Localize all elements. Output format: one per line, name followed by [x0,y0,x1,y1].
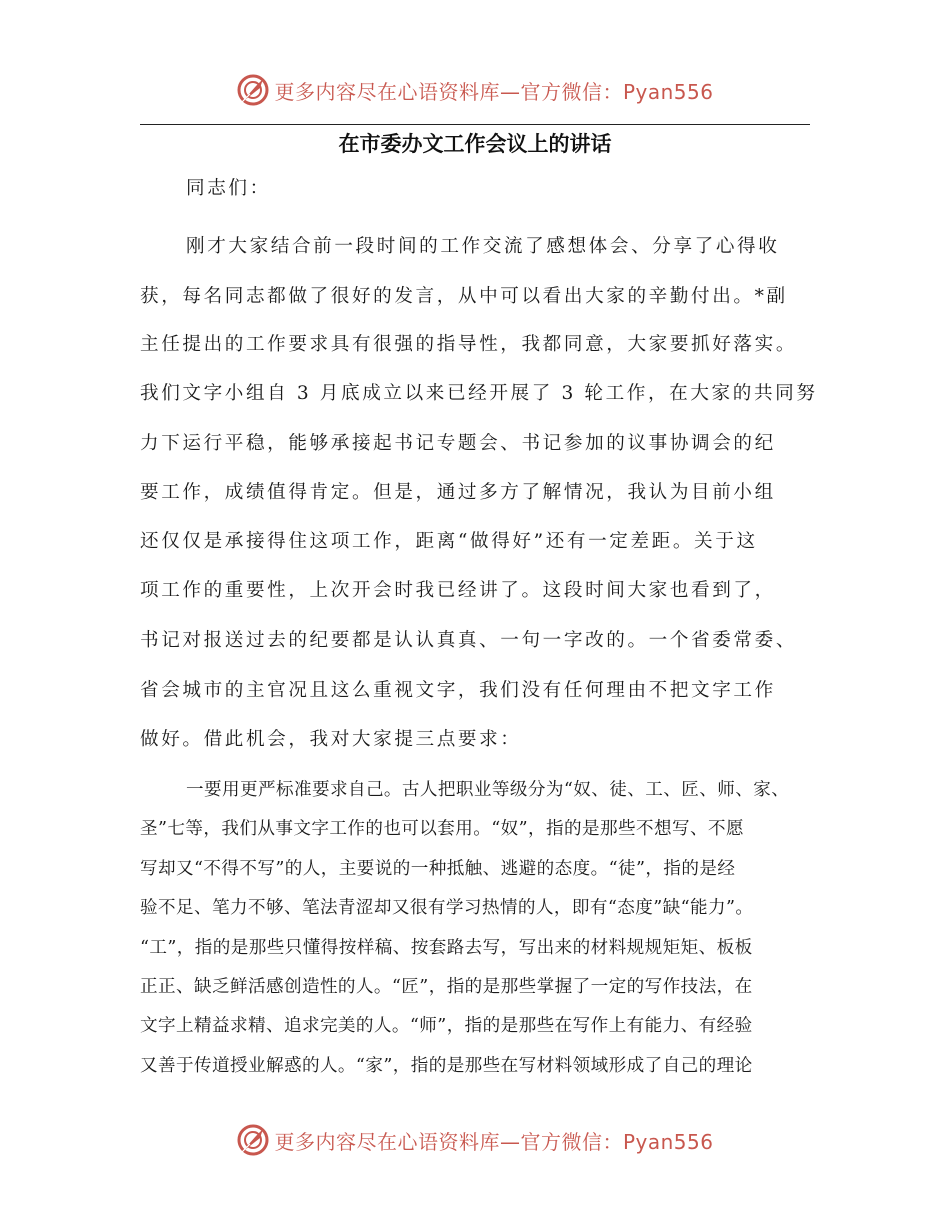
header-banner-text: 更多内容尽在心语资料库—官方微信：Pyan556 [274,79,714,104]
salutation-line: 同志们： [186,178,271,199]
text-line: 一要用更严标准要求自己。古人把职业等级分为“奴、徒、工、匠、师、家、 [186,780,790,800]
text-line: 做好。借此机会，我对大家提三点要求： [140,729,522,750]
text-line: 又善于传道授业解惑的人。“家”，指的是那些在写材料领域形成了自己的理论 [140,1056,753,1076]
text-line: 还仅仅是承接得住这项工作，距离“做得好”还有一定差距。关于这 [140,531,758,552]
text-line: 主任提出的工作要求具有很强的指导性，我都同意，大家要抓好落实。 [140,334,798,355]
text-line: 书记对报送过去的纪要都是认认真真、一句一字改的。一个省委常委、 [140,630,798,651]
text-line: 项工作的重要性，上次开会时我已经讲了。这段时间大家也看到了， [140,580,776,601]
footer-banner [0,1120,950,1160]
text-line: 省会城市的主官况且这么重视文字，我们没有任何理由不把文字工作 [140,680,776,701]
text-line: 刚才大家结合前一段时间的工作交流了感想体会、分享了心得收 [186,236,780,257]
footer-banner-text: 更多内容尽在心语资料库—官方微信：Pyan556 [274,1129,714,1154]
header-banner [0,70,950,110]
quill-emblem-icon [236,1123,270,1157]
text-line: 我们文字小组自 3 月底成立以来已经开展了 3 轮工作，在大家的共同努 [140,383,818,404]
quill-emblem-icon [236,73,270,107]
header-rule [140,124,810,125]
text-line: 正正、缺乏鲜活感创造性的人。“匠”，指的是那些掌握了一定的写作技法，在 [140,977,753,997]
text-line: 文字上精益求精、追求完美的人。“师”，指的是那些在写作上有能力、有经验 [140,1016,753,1036]
text-line: 圣”七等，我们从事文字工作的也可以套用。“奴”，指的是那些不想写、不愿 [140,819,744,839]
text-line: “工”，指的是那些只懂得按样稿、按套路去写，写出来的材料规规矩矩、板板 [140,938,753,958]
text-line: 写却又“不得不写”的人，主要说的一种抵触、逃避的态度。“徒”，指的是经 [140,859,736,879]
text-line: 获，每名同志都做了很好的发言，从中可以看出大家的辛勤付出。*副 [140,286,788,307]
page-title: 在市委办文工作会议上的讲话 [338,132,612,156]
text-line: 验不足、笔力不够、笔法青涩却又很有学习热情的人，即有“态度”缺“能力”。 [140,898,754,918]
text-line: 要工作，成绩值得肯定。但是，通过多方了解情况，我认为目前小组 [140,482,776,503]
text-line: 力下运行平稳，能够承接起书记专题会、书记参加的议事协调会的纪 [140,433,776,454]
